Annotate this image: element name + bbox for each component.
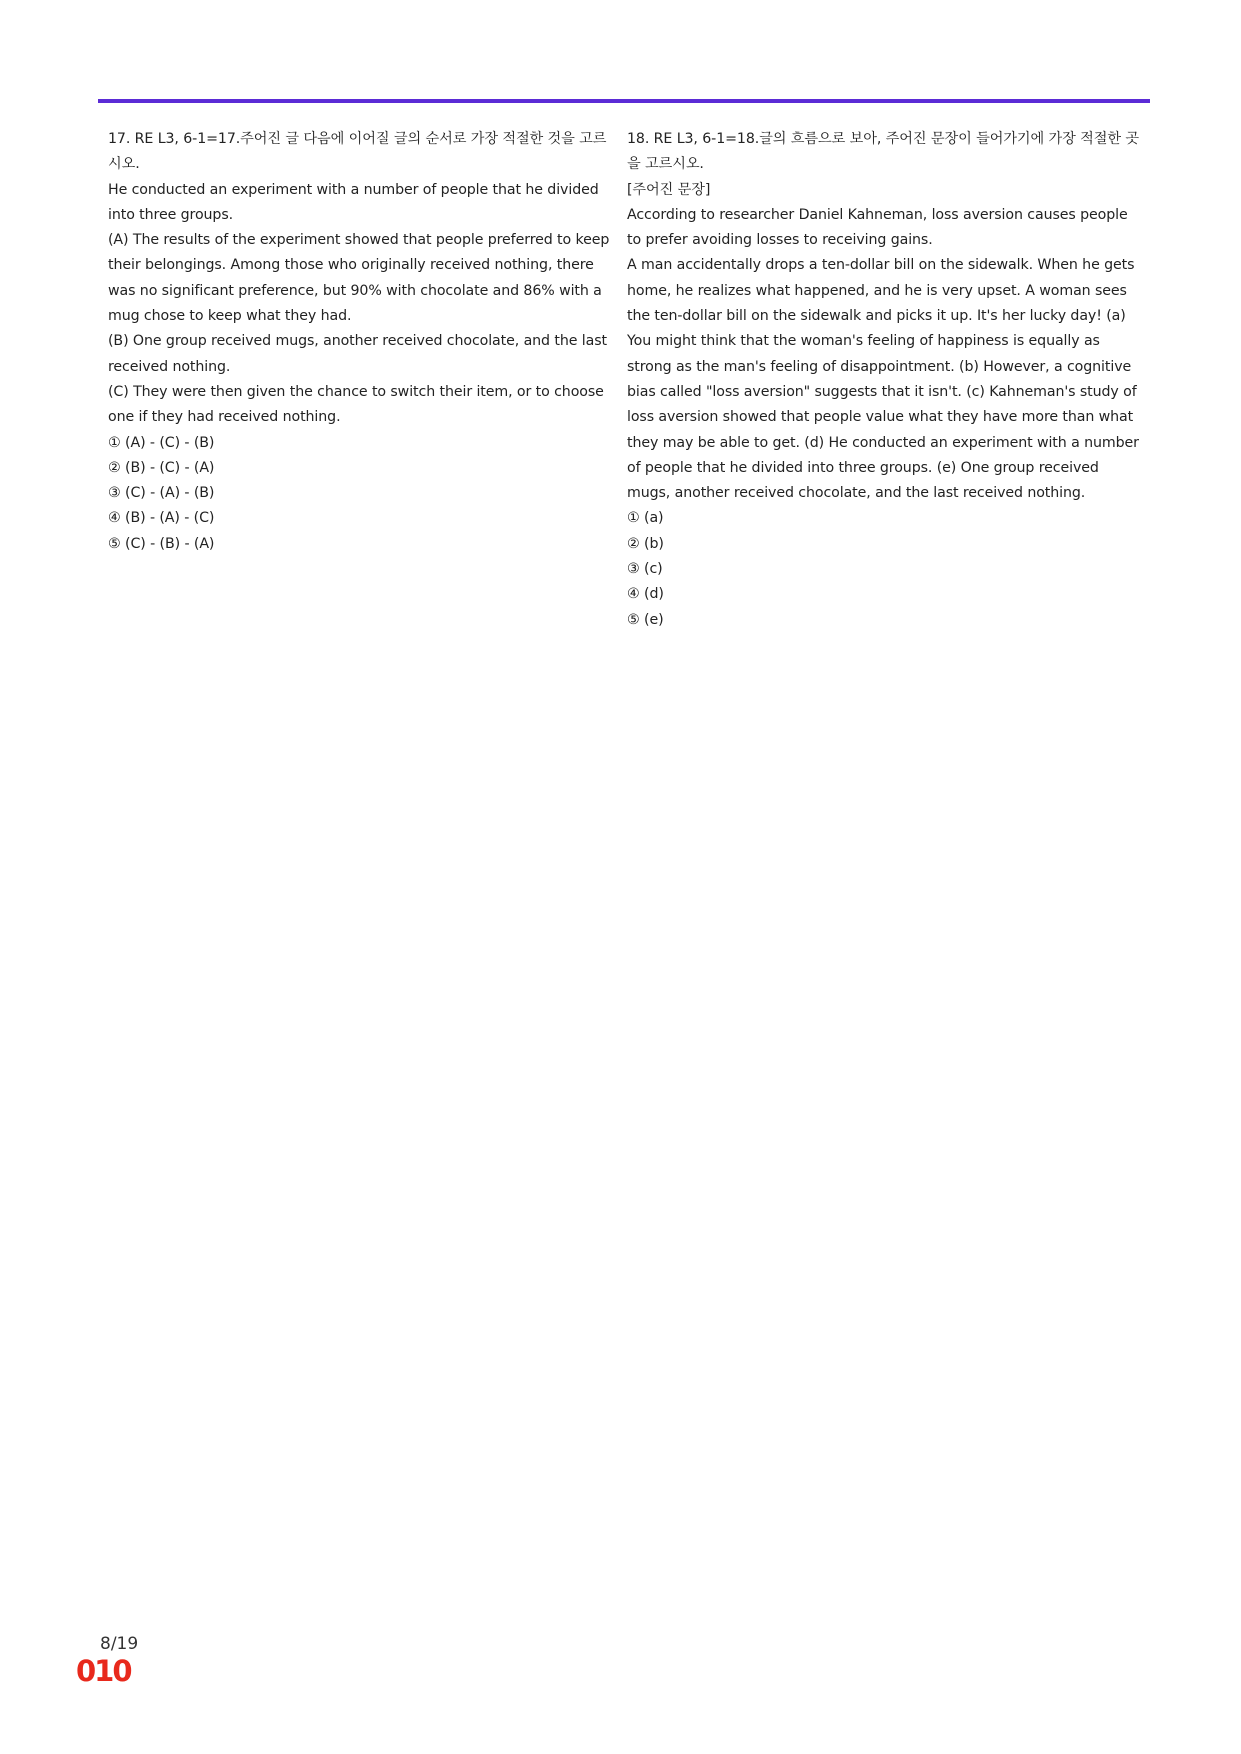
question-18-option-4: ④ (d)	[627, 586, 664, 603]
question-18-option-2: ② (b)	[627, 535, 664, 552]
header-rule	[98, 99, 1150, 103]
question-17-option-1: ① (A) - (C) - (B)	[108, 434, 215, 451]
question-17-option-3: ③ (C) - (A) - (B)	[108, 485, 215, 502]
question-17-option-5: ⑤ (C) - (B) - (A)	[108, 535, 215, 552]
question-17-intro: He conducted an experiment with a number of people that he divided into three groups.	[108, 181, 599, 223]
question-17-paragraph-c: (C) They were then given the chance to switch their item, or to choose one if they had received nothing.	[108, 383, 604, 426]
question-17-paragraph-a: (A) The results of the experiment showed that people preferred to keep their belongings. Among those who originally received nothing, there was no significant preference, but 90% with chocolate and 86% with a mug chose to keep what they had.	[108, 232, 610, 325]
question-18	[627, 127, 1139, 633]
question-17-paragraph-b: (B) One group received mugs, another received chocolate, and the last received nothing.	[108, 333, 607, 375]
question-18-passage: A man accidentally drops a ten-dollar bill on the sidewalk. When he gets home, he realizes what happened, and he is very upset. A woman sees the ten-dollar bill on the sidewalk and picks it up. It's her lucky day! (a) You might think that the woman's feeling of happiness is equally as strong as the man's feeling of disappointment. (b) However, a cognitive bias called "loss aversion" suggests that it isn't. (c) Kahneman's study of loss aversion showed that people value what they have more than what they may be able to get. (d) He conducted an experiment with a number of people that he divided into three groups. (e) One group received mugs, another received chocolate, and the last received nothing.	[627, 257, 1139, 502]
question-17-title: 17. RE L3, 6-1=17.주어진 글 다음에 이어질 글의 순서로 가장 적절한 것을 고르시오.	[108, 131, 607, 173]
question-18-option-1: ① (a)	[627, 510, 664, 527]
question-18-given-label: [주어진 문장]	[627, 181, 711, 198]
question-18-option-3: ③ (c)	[627, 561, 663, 578]
question-18-title: 18. RE L3, 6-1=18.글의 흐름으로 보아, 주어진 문장이 들어가기에 가장 적절한 곳을 고르시오.	[627, 131, 1139, 173]
brand-logo: 010	[76, 1654, 131, 1688]
question-17-option-4: ④ (B) - (A) - (C)	[108, 510, 215, 527]
page-number: 8/19	[100, 1634, 139, 1654]
question-18-given-sentence: According to researcher Daniel Kahneman, loss aversion causes people to prefer avoiding losses to receiving gains.	[627, 206, 1128, 249]
question-18-option-5: ⑤ (e)	[627, 611, 664, 628]
question-17-option-2: ② (B) - (C) - (A)	[108, 459, 215, 476]
question-17	[108, 127, 613, 557]
